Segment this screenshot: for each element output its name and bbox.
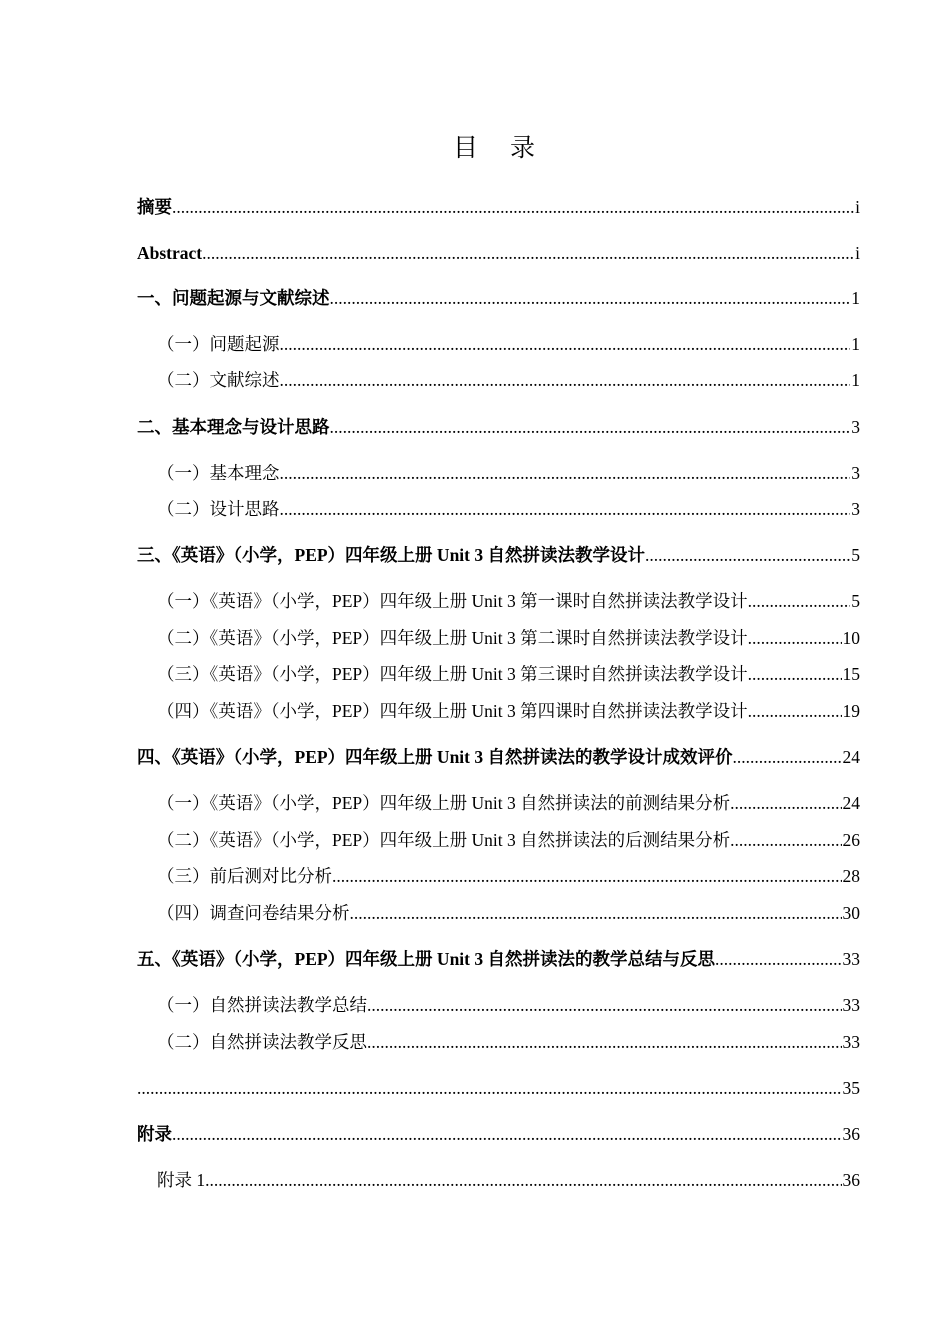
toc-entry[interactable] (137, 195, 860, 219)
toc-entry-page: 3 (851, 463, 860, 483)
toc-entry-page: 28 (842, 866, 860, 886)
dot-leader (280, 332, 851, 356)
toc-entry[interactable] (157, 828, 860, 852)
toc-entry-label: （二）《英语》（小学，PEP）四年级上册 Unit 3 第二课时自然拼读法教学设计 (157, 628, 748, 648)
toc-entry[interactable] (157, 368, 860, 392)
toc-entry-label: 五、《英语》（小学，PEP）四年级上册 Unit 3 自然拼读法的教学总结与反思 (137, 949, 715, 969)
toc-entry[interactable] (137, 415, 860, 439)
dot-leader (202, 241, 854, 265)
toc-entry-label: （一）基本理念 (157, 463, 280, 483)
toc-entry-page: i (855, 243, 860, 263)
dot-leader (280, 497, 851, 521)
toc-entry-label: （二）自然拼读法教学反思 (157, 1032, 367, 1052)
toc-entry[interactable] (157, 864, 860, 888)
toc-entry[interactable] (137, 543, 860, 567)
toc-entry-page: 33 (842, 1032, 860, 1052)
toc-entry-page: 30 (842, 903, 860, 923)
toc-entry-label: （一）自然拼读法教学总结 (157, 995, 367, 1015)
toc-entry[interactable] (157, 332, 860, 356)
toc-entry[interactable] (137, 947, 860, 971)
toc-entry-page: 1 (851, 288, 860, 308)
dot-leader (733, 745, 842, 769)
toc-entry[interactable] (157, 791, 860, 815)
toc-entry[interactable] (137, 1076, 860, 1100)
dot-leader (330, 286, 851, 310)
toc-entry-label: （二）设计思路 (157, 499, 280, 519)
dot-leader (205, 1168, 841, 1192)
toc-entry-page: 26 (842, 830, 860, 850)
dot-leader (332, 864, 842, 888)
toc-entry-label: （二）文献综述 (157, 370, 280, 390)
toc-entry-label: （四）调查问卷结果分析 (157, 903, 350, 923)
toc-entry[interactable] (157, 993, 860, 1017)
dot-leader (367, 1030, 842, 1054)
dot-leader (748, 662, 842, 686)
toc-entry[interactable] (137, 286, 860, 310)
toc-entry-label: （二）《英语》（小学，PEP）四年级上册 Unit 3 自然拼读法的后测结果分析 (157, 830, 731, 850)
toc-entry-label: （一）《英语》（小学，PEP）四年级上册 Unit 3 自然拼读法的前测结果分析 (157, 793, 731, 813)
toc-entry-page: 24 (842, 747, 860, 767)
toc-entry-page: 33 (842, 949, 860, 969)
toc-entry-label: （一）《英语》（小学，PEP）四年级上册 Unit 3 第一课时自然拼读法教学设计 (157, 591, 748, 611)
dot-leader (350, 901, 842, 925)
toc-entry-label: 四、《英语》（小学，PEP）四年级上册 Unit 3 自然拼读法的教学设计成效评价 (137, 747, 733, 767)
toc-entry-label: 三、《英语》（小学，PEP）四年级上册 Unit 3 自然拼读法教学设计 (137, 545, 645, 565)
dot-leader (367, 993, 842, 1017)
dot-leader (172, 1122, 842, 1146)
toc-entry-page: 24 (842, 793, 860, 813)
toc-entry-label: （三）前后测对比分析 (157, 866, 332, 886)
toc-entry-page: 3 (851, 417, 860, 437)
toc-entry-label: 摘要 (137, 197, 172, 217)
toc-entry-label: 附录 (137, 1124, 172, 1144)
toc-entry-page: 33 (842, 995, 860, 1015)
toc-entry[interactable] (157, 1168, 860, 1192)
toc-entry[interactable] (157, 699, 860, 723)
toc-entry[interactable] (157, 662, 860, 686)
dot-leader (172, 195, 854, 219)
toc-entry-page: 5 (851, 591, 860, 611)
dot-leader (137, 1076, 842, 1100)
toc-entry[interactable] (137, 241, 860, 265)
dot-leader (645, 543, 850, 567)
toc-entry-page: 15 (842, 664, 860, 684)
dot-leader (730, 828, 841, 852)
toc-entry[interactable] (157, 901, 860, 925)
toc-entry-label: 附录 1 (157, 1170, 206, 1190)
toc-entry[interactable] (157, 1030, 860, 1054)
dot-leader (748, 589, 851, 613)
toc-entry-label: （四）《英语》（小学，PEP）四年级上册 Unit 3 第四课时自然拼读法教学设计 (157, 701, 748, 721)
toc-entry-label: 一、问题起源与文献综述 (137, 288, 330, 308)
toc-entry[interactable] (157, 497, 860, 521)
toc-entry-page: 10 (842, 628, 860, 648)
toc-entry-label: 二、基本理念与设计思路 (137, 417, 330, 437)
dot-leader (748, 699, 842, 723)
toc-entry-page: 5 (851, 545, 860, 565)
toc-entry[interactable] (157, 626, 860, 650)
toc-entry-page: 1 (851, 370, 860, 390)
toc-entry-page: 19 (842, 701, 860, 721)
toc-entry-label: （一）问题起源 (157, 334, 280, 354)
toc-entry-page: 36 (842, 1170, 860, 1190)
toc-entry-page: 1 (851, 334, 860, 354)
dot-leader (715, 947, 842, 971)
toc-entry[interactable] (157, 589, 860, 613)
toc-entry-page: 36 (842, 1124, 860, 1144)
toc-entry-page: 3 (851, 499, 860, 519)
dot-leader (280, 461, 851, 485)
toc-entry-page: 35 (842, 1078, 860, 1098)
toc-entry[interactable] (137, 745, 860, 769)
dot-leader (730, 791, 841, 815)
dot-leader (330, 415, 851, 439)
toc-title: 目 录 (453, 133, 547, 162)
toc-entry-label: Abstract (137, 243, 203, 263)
toc-entry-page: i (855, 197, 860, 217)
dot-leader (748, 626, 842, 650)
dot-leader (280, 368, 851, 392)
toc-entry[interactable] (157, 461, 860, 485)
toc-entry[interactable] (137, 1122, 860, 1146)
toc-entry-label: （三）《英语》（小学，PEP）四年级上册 Unit 3 第三课时自然拼读法教学设计 (157, 664, 748, 684)
